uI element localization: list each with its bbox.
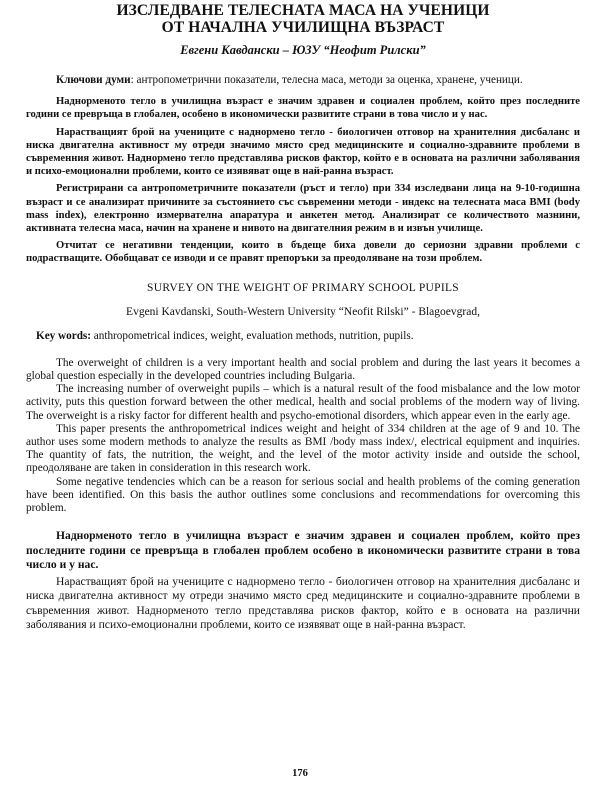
abstract-paragraph-bg: Отчитат се негативни тенденции, които в бъдеще биха довели до сериозни здравни проблеми с подрастващите. Обобщават се изводи и се правят препоръки за преодоляване на този проблем. (26, 240, 580, 265)
title-line-1: ИЗСЛЕДВАНЕ ТЕЛЕСНАТА МАСА НА УЧЕНИЦИ (116, 2, 490, 19)
english-abstract (26, 282, 580, 516)
authors-bg: Евгени Кавдански – ЮЗУ “Неофит Рилски” (180, 43, 426, 57)
keywords-label-en: Key words: (36, 329, 91, 342)
keywords-text-bg: : антропометрични показатели, телесна маса, методи за оценка, хранене, ученици. (130, 74, 523, 86)
bulgarian-abstract (26, 2, 580, 266)
abstract-paragraph-en: Some negative tendencies which can be a reason for serious social and health problems of the coming generation have been identified. On this basis the author outlines some conclusions and recommendations for overcoming this problem. (26, 475, 580, 515)
abstract-body-en (26, 357, 580, 515)
main-text (26, 529, 580, 633)
english-title: SURVEY ON THE WEIGHT OF PRIMARY SCHOOL PUPILS (147, 281, 459, 294)
body-paragraph: Нарастващият брой на учениците с наднормено тегло - биологичен отговор на хранителния дисбаланс и ниска двигателна активност му отреди значимо място сред медицинските и социално-здравните проблеми в съвременния живот. Наднорменото тегло представлява рисков фактор, който е в основата на различни заболявания и психо-емоционални проблеми, които се изявяват още в най-ранна възраст. (26, 574, 580, 632)
keywords-en (26, 330, 580, 343)
abstract-body-bg (26, 95, 580, 265)
page-title (26, 2, 580, 36)
body-paragraph-bold: Наднорменото тегло в училищна възраст е значим здравен и социален проблем, който през последните години се превръща в глобален проблем особено в икономически развитите страни в това число и у нас. (26, 529, 580, 572)
abstract-paragraph-en: This paper presents the anthropometrical indices weight and height of 334 children at the age of 9 and 10. The author uses some modern methods to analyze the results as BMI /body mass index/, electrical equipment and inquiries. The quantity of fats, the nutrition, the weight, and the level of the motor activity inside and outside the school, преодоляване are taken in consideration in this research work. (26, 422, 580, 475)
abstract-paragraph-bg: Наднорменото тегло в училищна възраст е значим здравен и социален проблем, който през последните години се превръща в глобален, особено в икономически развитите страни в това число и у нас. (26, 96, 580, 121)
abstract-paragraph-en: The increasing number of overweight pupils – which is a natural result of the food misbalance and the low motor activity, puts this question forward between the other medical, health and social problems of the modern way of living. The overweight is a risky factor for different health and psycho-emotional disorders, which appear even in the early age. (26, 383, 580, 422)
page-number: 176 (292, 768, 308, 779)
abstract-paragraph-bg: Нарастващият брой на учениците с наднормено тегло - биологичен отговор на хранителния дисбаланс и ниска двигателна активност му отреди значимо място сред медицинските и социално-здравните проблеми в съвременния живот. Наднормено тегло представлява рисков фактор, който е в основата на различни заболявания и психо-емоционални проблеми, които се изявяват още в най-ранна възраст. (26, 126, 580, 178)
authors-en: Evgeni Kavdanski, South-Western University “Neofit Rilski” - Blagoevgrad, (126, 305, 480, 318)
keywords-bg (26, 74, 580, 87)
keywords-label-bg: Ключови думи (56, 74, 131, 86)
keywords-text-en: anthropometrical indices, weight, evaluation methods, nutrition, pupils. (91, 329, 414, 342)
title-line-2: ОТ НАЧАЛНА УЧИЛИЩНА ВЪЗРАСТ (161, 19, 445, 36)
abstract-paragraph-en: The overweight of children is a very important health and social problem and during the last years it becomes a global question especially in the developed countries including Bulgaria. (26, 356, 580, 383)
abstract-paragraph-bg: Регистрирани са антропометричните показатели (ръст и тегло) при 334 изследвани лица на 9-10-годишна възраст и се анализират причините за състоянието със съвременни методи - индекс на телесната маса BMI (body mass index), електронно измервателна апаратура и анкетен метод. Анализират се количеството мазнини, активната телесна маса, начин на хранене и нивото на двигателния режим в и извън училище. (26, 183, 580, 235)
